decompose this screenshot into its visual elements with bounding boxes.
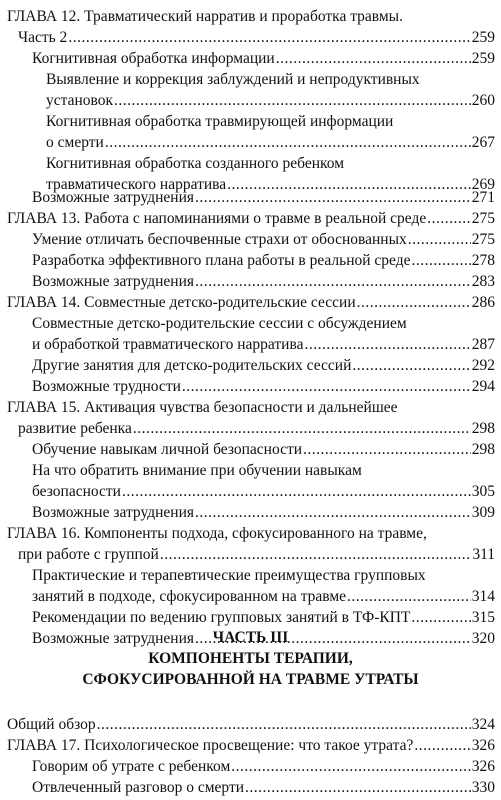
part-title-heading: СФОКУСИРОВАННОЙ НА ТРАВМЕ УТРАТЫ	[82, 671, 419, 688]
dot-leader	[160, 544, 471, 565]
toc-entry-line	[0, 48, 495, 69]
toc-entry	[0, 355, 501, 376]
toc-page-number: 326	[471, 758, 495, 775]
toc-entry-line	[0, 607, 495, 628]
toc-entry-text: установок	[46, 92, 114, 109]
dot-leader	[133, 418, 471, 439]
toc-entry-line	[0, 376, 495, 397]
dot-leader	[122, 481, 471, 502]
toc-entry-line	[0, 334, 495, 355]
toc-entry-text: Совместные детско-родительские сессии с обсуждением	[32, 315, 407, 332]
toc-entry-line	[0, 714, 495, 735]
toc-entry-line	[0, 27, 495, 48]
toc-page-number: 286	[471, 294, 495, 311]
dot-leader	[303, 439, 471, 460]
dot-leader	[195, 187, 471, 208]
toc-page-number: 315	[471, 609, 495, 626]
dot-leader	[411, 607, 470, 628]
dot-leader	[195, 502, 471, 523]
toc-page-number: 330	[471, 779, 495, 796]
toc-page-number: 283	[471, 273, 495, 290]
dot-leader	[105, 132, 471, 153]
toc-entry-line	[0, 502, 495, 523]
toc-entry-line	[0, 250, 495, 271]
toc-page-number: 267	[471, 134, 495, 151]
toc-entry-text: Общий обзор	[7, 716, 96, 733]
toc-entry	[0, 607, 501, 628]
toc-entry-line	[0, 418, 495, 439]
toc-entry-text: ГЛАВА 13. Работа с напоминаниями о травме в реальной среде	[7, 210, 427, 227]
toc-entry-text: Рекомендации по ведению групповых занятий в ТФ-КПТ	[32, 609, 411, 626]
dot-leader	[412, 250, 471, 271]
toc-entry-text: развитие ребенка	[18, 420, 132, 437]
toc-entry-text: ГЛАВА 15. Активация чувства безопасности и дальнейшее	[7, 399, 398, 416]
toc-entry-text: Говорим об утрате с ребенком	[32, 758, 231, 775]
toc-entry-text: ГЛАВА 12. Травматический нарратив и проработка травмы.	[7, 8, 403, 25]
toc-entry-line	[0, 229, 495, 250]
dot-leader	[231, 756, 470, 777]
part-number-heading: ЧАСТЬ III	[212, 629, 289, 646]
toc-entry-line	[0, 777, 495, 798]
toc-entry-line	[0, 153, 495, 174]
toc-entry	[0, 250, 501, 271]
toc-entry	[0, 523, 501, 565]
dot-leader	[182, 376, 471, 397]
toc-entry-text: Возможные затруднения	[32, 630, 195, 647]
dot-leader	[352, 355, 470, 376]
toc-entry	[0, 714, 501, 735]
toc-entry-text: при работе с группой	[18, 546, 159, 563]
toc-page-number: 314	[471, 588, 495, 605]
toc-entry-text: Разработка эффективного плана работы в реальной среде	[32, 252, 411, 269]
toc-entry	[0, 460, 501, 502]
toc-entry	[0, 69, 501, 111]
toc-entry-text: Когнитивная обработка информации	[32, 50, 275, 67]
toc-entry-line	[0, 544, 495, 565]
toc-entry-line	[0, 355, 495, 376]
dot-leader	[68, 27, 470, 48]
toc-entry-line	[0, 187, 495, 208]
toc-page-number: 259	[471, 50, 495, 67]
toc-page-number: 275	[471, 210, 495, 227]
toc-entry	[0, 565, 501, 607]
toc-entry-line	[0, 292, 495, 313]
toc-entry	[0, 111, 501, 153]
toc-entry-line	[0, 271, 495, 292]
toc-entry-text: Часть 2	[18, 29, 68, 46]
toc-entry-line	[0, 313, 495, 334]
toc-entry	[0, 187, 501, 208]
toc-entry-line	[0, 523, 495, 544]
toc-entry-line	[0, 460, 495, 481]
toc-entry	[0, 271, 501, 292]
toc-page-number: 271	[471, 189, 495, 206]
toc-entry-line	[0, 90, 495, 111]
toc-entry-line	[0, 111, 495, 132]
toc-entry-text: ГЛАВА 16. Компоненты подхода, сфокусированного на травме,	[7, 525, 427, 542]
toc-entry-line	[0, 208, 495, 229]
toc-entry-text: и обработкой травматического нарратива	[32, 336, 304, 353]
toc-page-number: 305	[471, 483, 495, 500]
toc-entry-text: Практические и терапевтические преимущества групповых	[32, 567, 426, 584]
toc-entry-text: травматического нарратива	[46, 176, 227, 193]
toc-entry-text: Возможные затруднения	[32, 189, 195, 206]
toc-page-number: 294	[471, 378, 495, 395]
toc-entry	[0, 292, 501, 313]
toc-page-number: 278	[471, 252, 495, 269]
part-title-heading: КОМПОНЕНТЫ ТЕРАПИИ,	[148, 650, 353, 667]
toc-page-number: 269	[471, 176, 495, 193]
toc-page-number: 287	[471, 336, 495, 353]
toc-page-number: 320	[471, 630, 495, 647]
dot-leader	[195, 271, 471, 292]
toc-entry	[0, 376, 501, 397]
dot-leader	[414, 735, 470, 756]
toc-page-number: 292	[471, 357, 495, 374]
toc-entry-line	[0, 132, 495, 153]
toc-entry-text: ГЛАВА 14. Совместные детско-родительские сессии	[7, 294, 356, 311]
toc-entry-text: Отвлеченный разговор о смерти	[32, 779, 245, 796]
dot-leader	[304, 334, 470, 355]
toc-entry-text: Обучение навыкам личной безопасности	[32, 441, 303, 458]
toc-entry-line	[0, 69, 495, 90]
toc-entry	[0, 6, 501, 48]
toc-page-number: 259	[471, 29, 495, 46]
toc-entry	[0, 313, 501, 355]
toc-entry-text: Когнитивная обработка созданного ребенком	[46, 155, 345, 172]
toc-entry-line	[0, 565, 495, 586]
toc-entry	[0, 439, 501, 460]
toc-entry	[0, 502, 501, 523]
toc-entry-text: Возможные затруднения	[32, 273, 195, 290]
toc-page-number: 275	[471, 231, 495, 248]
toc-entry-text: ГЛАВА 17. Психологическое просвещение: что такое утрата?	[7, 737, 414, 754]
toc-page-number: 260	[471, 92, 495, 109]
toc-entry	[0, 208, 501, 229]
dot-leader	[347, 586, 471, 607]
dot-leader	[427, 208, 471, 229]
toc-entry-text: Выявление и коррекция заблуждений и непродуктивных	[46, 71, 420, 88]
dot-leader	[245, 777, 471, 798]
toc-page-number: 298	[471, 441, 495, 458]
toc-entry-text: На что обратить внимание при обучении навыкам	[32, 462, 362, 479]
toc-entry	[0, 735, 501, 756]
toc-entry-text: занятий в подходе, сфокусированном на травме	[32, 588, 347, 605]
toc-entry-text: Другие занятия для детско-родительских сессий	[32, 357, 352, 374]
dot-leader	[97, 714, 471, 735]
toc-entry-text: Умение отличать беспочвенные страхи от обоснованных	[32, 231, 407, 248]
toc-entry	[0, 48, 501, 69]
toc-entry	[0, 777, 501, 798]
toc-page-number: 326	[471, 737, 495, 754]
toc-page-number: 309	[471, 504, 495, 521]
toc-entry-text: Возможные трудности	[32, 378, 181, 395]
toc-entry	[0, 229, 501, 250]
toc-entry-line	[0, 735, 495, 756]
dot-leader	[114, 90, 471, 111]
toc-entry-text: Когнитивная обработка травмирующей информации	[46, 113, 394, 130]
toc-entry-line	[0, 439, 495, 460]
dot-leader	[408, 229, 471, 250]
toc-entry-line	[0, 586, 495, 607]
toc-entry	[0, 397, 501, 439]
toc-entry-line	[0, 756, 495, 777]
toc-entry-text: безопасности	[32, 483, 121, 500]
toc-page-number: 298	[471, 420, 495, 437]
toc-entry-line	[0, 481, 495, 502]
toc-entry-text: Возможные затруднения	[32, 504, 195, 521]
toc-entry-line	[0, 6, 495, 27]
toc-entry	[0, 756, 501, 777]
toc-entry-text: о смерти	[46, 134, 104, 151]
dot-leader	[276, 48, 471, 69]
toc-entry-line	[0, 397, 495, 418]
dot-leader	[357, 292, 471, 313]
toc-page-number: 311	[472, 546, 495, 563]
toc-page-number: 324	[471, 716, 495, 733]
